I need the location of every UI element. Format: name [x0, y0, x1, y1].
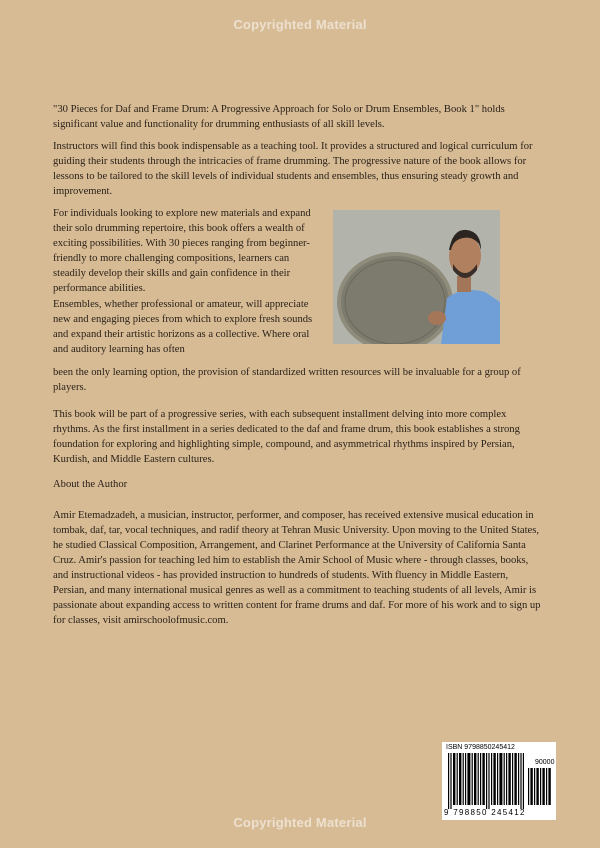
- price-code: 90000: [535, 759, 555, 766]
- ensembles-paragraph-continued: been the only learning option, the provision of standardized written resources will be invaluable for a group of players.: [53, 367, 521, 393]
- about-author-heading: About the Author: [53, 479, 128, 490]
- series-paragraph: This book will be part of a progressive series, with each subsequent installment delving into more complex rhythms. As the first installment in a series dedicated to the daf and frame drum, this book establishes a strong foundation for exploring and highlighting simple, compound, and asymmetrical rhythms inspired by Persian, Kurdish, and Middle Eastern cultures.: [53, 409, 520, 465]
- barcode-number: 9 798850 245412: [444, 808, 526, 817]
- individuals-paragraph: For individuals looking to explore new materials and expand their solo drumming repertoire, this book offers a wealth of exciting possibilities. With 30 pieces ranging from beginner-friendly to more challenging compositions, learners can steadily develop their skills and gain confidence in their performance abilities.: [53, 208, 311, 294]
- intro-paragraph: "30 Pieces for Daf and Frame Drum: A Progressive Approach for Solo or Drum Ensembles, Book 1" holds significant value and functionality for drumming enthusiasts of all skill levels.: [53, 104, 505, 130]
- isbn-label: ISBN 9798850245412: [446, 744, 515, 751]
- copyright-watermark-bottom: Copyrighted Material: [233, 815, 367, 830]
- author-photo-illustration: [333, 210, 500, 344]
- author-bio-paragraph: Amir Etemadzadeh, a musician, instructor, performer, and composer, has received extensive musical education in tombak, daf, tar, vocal techniques, and radif theory at Tehran Music University. Upon moving to the United States, he studied Classical Composition, Arrangement, and Clarinet Performance at the University of California Santa Cruz. Amir's passion for teaching led him to establish the Amir School of Music where - through classes, books, and instructional videos - has provided instruction to hundreds of students. With fluency in Middle Eastern, Persian, and many international musical genres as well as a commitment to teaching students of all levels, Amir is passionate about expanding access to written content for frame drums and daf. For more of his work and to sign up for classes, visit amirschoolofmusic.com.: [53, 510, 541, 626]
- isbn-barcode: [442, 742, 556, 820]
- copyright-watermark-top: Copyrighted Material: [233, 17, 367, 32]
- instructors-paragraph: Instructors will find this book indispensable as a teaching tool. It provides a structured and logical curriculum for guiding their students through the intricacies of frame drumming. The progressive nature of the book allows for lessons to be tailored to the skill levels of individual students and ensembles, thus ensuring steady growth and improvement.: [53, 141, 533, 197]
- author-photo: [333, 210, 500, 344]
- ensembles-paragraph: Ensembles, whether professional or amateur, will appreciate new and engaging pieces from which to explore fresh sounds and expand their artistic horizons as a collective. Where oral and auditory learning has often: [53, 299, 313, 355]
